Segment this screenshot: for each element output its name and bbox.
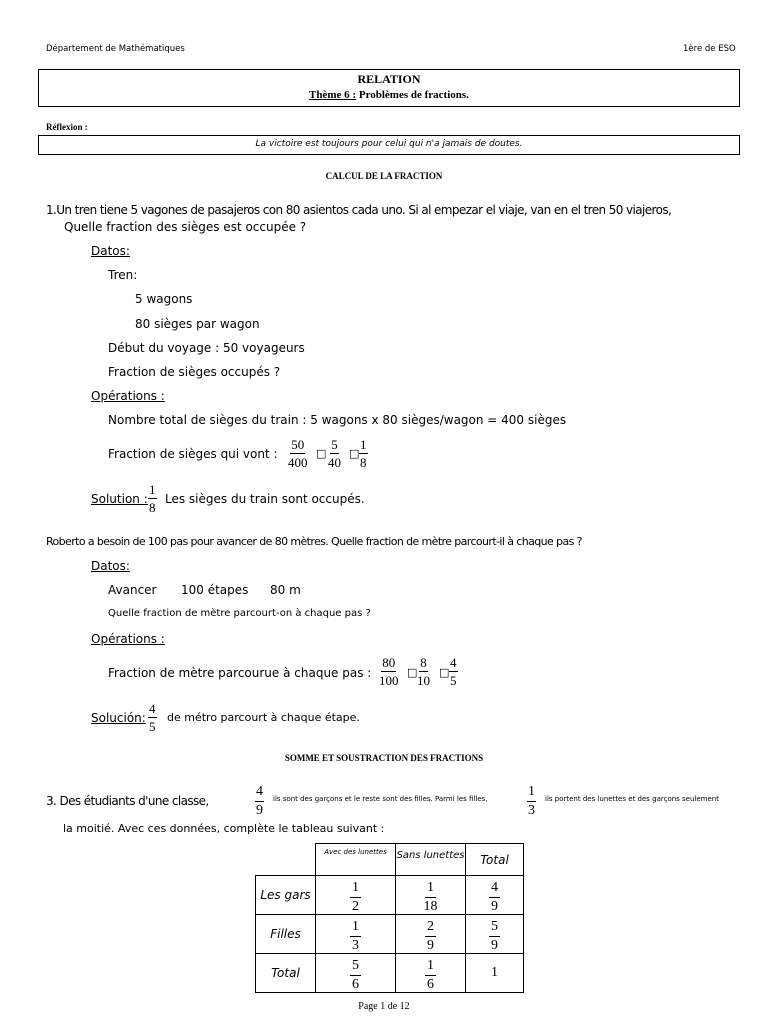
table-row [256,876,524,915]
problem3-fraction-girls: $\frac{1}{3}$ [528,784,535,818]
page-number: Page 1 de 12 [358,1001,410,1012]
quote-text: La victoire est toujours pour celui qui n'a jamais de doutes. [255,139,523,149]
problem1-wagons: 5 wagons [135,292,193,306]
row-label-total: Total [256,954,316,993]
cell-filles-avec: $\frac{1}{3}$ [316,915,396,954]
problem2-avancer: Avancer [108,583,157,597]
problem1-solution-text: Les sièges du train sont occupés. [165,492,365,506]
problem2-fraction-label: Fraction de mètre parcourue à chaque pas : [108,666,372,680]
cell-filles-sans: $\frac{2}{9}$ [396,915,466,954]
problem1-operations-label: Opérations : [91,389,165,403]
problem1-debut: Début du voyage : 50 voyageurs [108,341,305,355]
cell-filles-total: $\frac{5}{9}$ [466,915,524,954]
problem2-meters: 80 m [270,583,301,597]
cell-total-avec: $\frac{5}{6}$ [316,954,396,993]
fractions-table [255,843,524,993]
cell-gars-total: $\frac{4}{9}$ [466,876,524,915]
table-row [256,954,524,993]
problem1-total-seats: Nombre total de sièges du train : 5 wagons x 80 sièges/wagon = 400 sièges [108,413,567,427]
problem3-middle: ils sont des garçons et le reste sont des filles. Parmi les filles, [273,795,488,803]
problem3-instruction: la moitié. Avec ces données, complète le tableau suivant : [63,822,385,835]
cell-gars-sans: $\frac{1}{18}$ [396,876,466,915]
table-row [256,915,524,954]
cell-total-sans: $\frac{1}{6}$ [396,954,466,993]
problem1-fraction-question: Fraction de sièges occupés ? [108,365,281,379]
header-class: 1ère de ESO [683,44,736,54]
problem2-frac-4-5: $\frac{4}{5}$ [450,655,457,688]
header-sans-lunettes: Sans lunettes [396,844,466,876]
problem3-end: ils portent des lunettes et des garçons seulement [545,795,719,803]
quote-box [38,135,740,155]
table-header-row [256,844,524,876]
cell-total-total: 1 [466,954,524,993]
problem2-solution-label: Solución: [91,711,146,725]
problem1-fraction-label: Fraction de sièges qui vont : [108,447,278,461]
problem2-operations-label: Opérations : [91,632,165,646]
problem1-datos-label: Datos: [91,244,130,258]
problem1-frac-5-40: $\frac{5}{40}$ [328,437,341,470]
problem3-fraction-boys: $\frac{4}{9}$ [256,784,263,818]
problem1-tren: Tren: [108,268,138,282]
problem2-question: Quelle fraction de mètre parcourt-on à chaque pas ? [108,608,371,619]
problem1-question: Quelle fraction des sièges est occupée ? [64,220,307,234]
problem2-etapes: 100 étapes [181,583,249,597]
equals-symbol: □ [349,447,360,460]
problem3-start: 3. Des étudiants d'une classe, [46,794,209,808]
cell-gars-avec: $\frac{1}{2}$ [316,876,396,915]
problem1-statement: 1.Un tren tiene 5 vagones de pasajeros con 80 asientos cada uno. Si al empezar el viaje, van en el tren 50 viajeros, [46,203,672,217]
problem2-solution-fraction: $\frac{4}{5}$ [149,701,156,734]
problem1-frac-50-400: $\frac{50}{400}$ [288,437,308,470]
problem2-datos-label: Datos: [91,559,130,573]
problem1-solution-label: Solution : [91,492,148,506]
problem2-frac-80-100: $\frac{80}{100}$ [379,655,399,688]
problem1-frac-1-8: $\frac{1}{8}$ [360,437,367,470]
problem1-seats: 80 sièges par wagon [135,317,260,331]
section-title-somme: SOMME ET SOUSTRACTION DES FRACTIONS [284,753,484,763]
document-title: RELATION [357,72,421,86]
equals-symbol: □ [439,666,450,679]
equals-symbol: □ [316,447,327,460]
document-theme: Thème 6 : Problèmes de fractions. [309,89,469,101]
reflexion-label: Réflexion : [46,122,88,132]
section-title-calcul: CALCUL DE LA FRACTION [325,171,443,181]
table-corner [256,844,316,876]
equals-symbol: □ [407,666,418,679]
row-label-gars: Les gars [256,876,316,915]
problem2-solution-text: de métro parcourt à chaque étape. [167,711,360,724]
header-department: Département de Mathématiques [46,44,185,54]
problem1-solution-fraction: $\frac{1}{8}$ [149,482,156,515]
problem2-statement: Roberto a besoin de 100 pas pour avancer de 80 mètres. Quelle fraction de mètre parcourt-il à chaque pas ? [46,535,582,548]
row-label-filles: Filles [256,915,316,954]
header-total: Total [466,844,524,876]
problem2-frac-8-10: $\frac{8}{10}$ [417,655,430,688]
title-box [38,69,740,107]
header-avec-lunettes: Avec des lunettes [316,844,396,876]
